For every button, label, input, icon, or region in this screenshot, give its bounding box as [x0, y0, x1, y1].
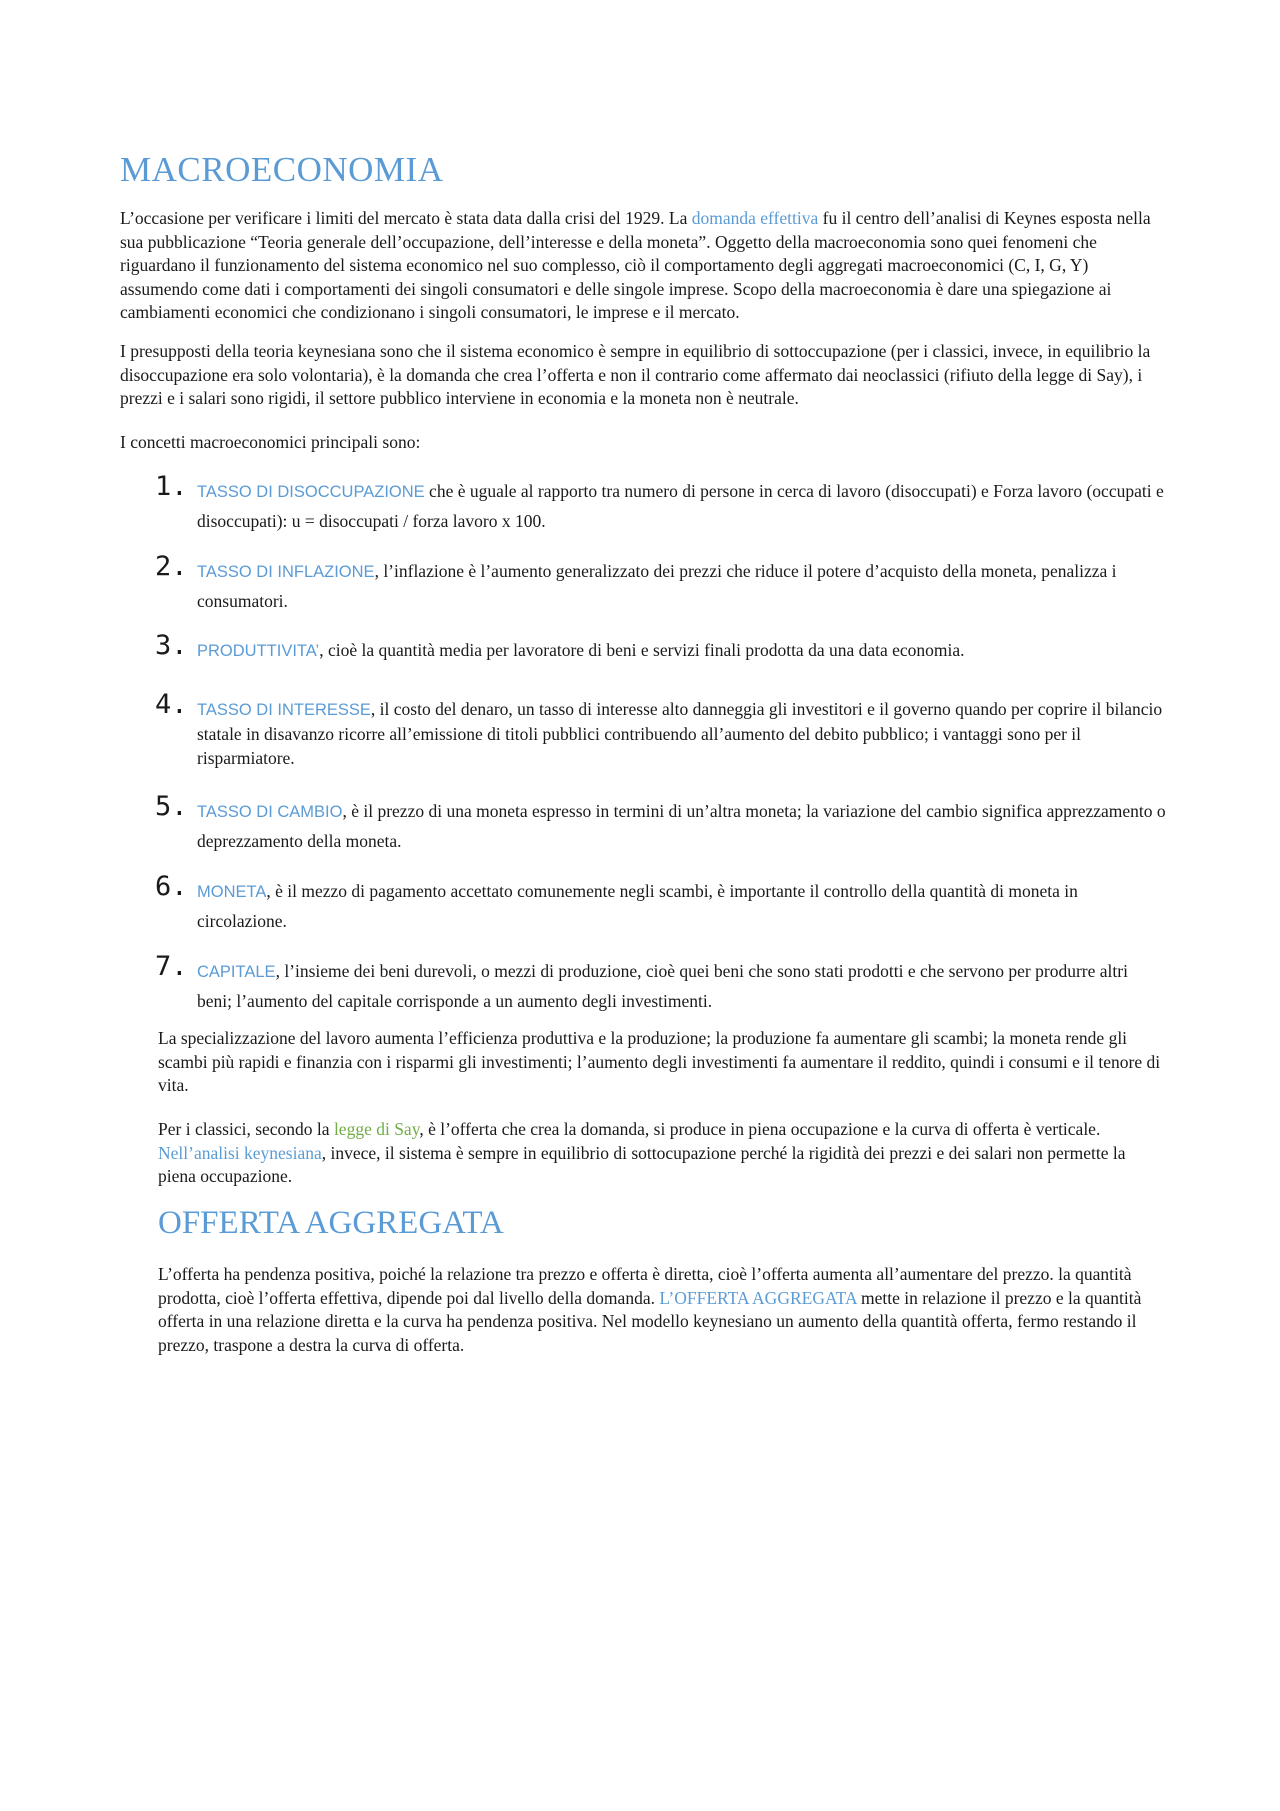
domanda-effettiva-link: domanda effettiva: [691, 208, 819, 228]
concept-desc: , è il mezzo di pagamento accettato comunemente negli scambi, è importante il controllo della quantità di moneta in circolazione.: [197, 881, 1078, 931]
list-item-text: [197, 477, 1167, 536]
offerta-text-b: mette in relazione il prezzo e la quantità offerta in una relazione diretta e la curva ha pendenza positiva. Nel modello keynesiano un aumento della quantità offerta, fermo restando il prezzo, traspone a destra la curva di offerta.: [158, 1287, 1142, 1355]
concept-term: TASSO DI INTERESSE: [197, 701, 371, 719]
list-item-text: [197, 697, 1167, 770]
intro-paragraph-1: [120, 207, 1162, 325]
concept-term: TASSO DI INFLAZIONE: [197, 563, 375, 581]
list-number: 2.: [155, 551, 188, 582]
list-number: 6.: [155, 871, 188, 902]
intro-p1-text-b: fu il centro dell’analisi di Keynes esposta nella sua pubblicazione “Teoria generale dell’occupazione, dell’interesse e della moneta”. Oggetto della macroeconomia sono quei fenomeni che riguardano il funzionamento del sistema economico nel suo complesso, ciò il comportamento degli aggregati macroeconomici (C, I, G, Y) assumendo come dati i comportamenti dei singoli consumatori e delle singole imprese. Scopo della macroeconomia è dare una spiegazione ai cambiamenti economici che condizionano i singoli consumatori, le imprese e il mercato.: [120, 208, 1151, 322]
list-number: 5.: [155, 791, 188, 822]
classici-text-c: , invece, il sistema è sempre in equilibrio di sottocupazione perché la rigidità dei prezzi e dei salari non permette la piena occupazione.: [158, 1142, 1126, 1186]
intro-p1-text-a: L’occasione per verificare i limiti del mercato è stata data dalla crisi del 1929. La: [120, 208, 692, 228]
concept-term: MONETA: [197, 883, 267, 901]
list-number: 7.: [155, 951, 188, 982]
concept-desc: che è uguale al rapporto tra numero di persone in cerca di lavoro (disoccupati) e Forza lavoro (occupati e disoccupati): u = disoccupati / forza lavoro x 100.: [197, 481, 1164, 531]
paragraph-specializzazione: La specializzazione del lavoro aumenta l’efficienza produttiva e la produzione; la produzione fa aumentare gli scambi; la moneta rende gli scambi più rapidi e finanzia con i risparmi gli investimenti; l’aumento degli investimenti fa aumentare il reddito, quindi i consumi e il tenore di vita.: [158, 1028, 1161, 1095]
section-title-offerta-aggregata: OFFERTA AGGREGATA: [158, 1205, 504, 1241]
list-number: 4.: [155, 689, 188, 720]
concept-term: TASSO DI CAMBIO: [197, 803, 343, 821]
intro-paragraph-2: I presupposti della teoria keynesiana sono che il sistema economico è sempre in equilibrio di sottoccupazione (per i classici, invece, in equilibrio la disoccupazione era solo volontaria), è la domanda che crea l’offerta e non il contrario come affermato dai neoclassici (rifiuto della legge di Say), i prezzi e i salari sono rigidi, il settore pubblico interviene in economia e la moneta non è neutrale.: [120, 341, 1151, 408]
concept-desc: , è il prezzo di una moneta espresso in termini di un’altra moneta; la variazione del cambio significa apprezzamento o deprezzamento della moneta.: [197, 801, 1166, 851]
concept-desc: , l’inflazione è l’aumento generalizzato dei prezzi che riduce il potere d’acquisto della moneta, penalizza i consumatori.: [197, 561, 1117, 611]
concept-desc: , cioè la quantità media per lavoratore di beni e servizi finali prodotta da una data economia.: [319, 640, 965, 660]
page-title: MACROECONOMIA: [120, 150, 444, 189]
offerta-aggregata-link: L’OFFERTA AGGREGATA: [659, 1287, 857, 1308]
concept-desc: , l’insieme dei beni durevoli, o mezzi di produzione, cioè quei beni che sono stati prodotti e che servono per produrre altri beni; l’aumento del capitale corrisponde a un aumento degli investimenti.: [197, 961, 1128, 1011]
offerta-text-a: L’offerta ha pendenza positiva, poiché la relazione tra prezzo e offerta è diretta, cioè l’offerta aumenta all’aumentare del prezzo. la quantità prodotta, cioè l’offerta effettiva, dipende poi dal livello della domanda.: [158, 1264, 1132, 1308]
intro-paragraph-3: I concetti macroeconomici principali sono:: [120, 432, 421, 452]
paragraph-offerta: [158, 1263, 1162, 1357]
list-number: 1.: [155, 471, 188, 502]
concept-term: PRODUTTIVITA’: [197, 642, 320, 660]
classici-text-b: , è l’offerta che crea la domanda, si produce in piena occupazione e la curva di offerta è verticale.: [419, 1119, 1101, 1139]
list-item-text: [197, 557, 1167, 616]
list-item-text: [197, 877, 1167, 936]
legge-di-say-link: legge di Say: [333, 1119, 420, 1139]
list-item-text: [197, 797, 1167, 856]
paragraph-classici: [158, 1118, 1162, 1189]
concept-desc: , il costo del denaro, un tasso di interesse alto danneggia gli investitori e il governo quando per coprire il bilancio statale in disavanzo ricorre all’emissione di titoli pubblici contribuendo all’aumento del debito pubblico; i vantaggi sono per il risparmiatore.: [197, 699, 1163, 768]
concept-term: CAPITALE: [197, 963, 276, 981]
analisi-keynesiana-link: Nell’analisi keynesiana: [158, 1142, 322, 1163]
classici-text-a: Per i classici, secondo la: [158, 1119, 334, 1139]
list-item-text: [197, 957, 1167, 1016]
list-number: 3.: [155, 630, 188, 661]
concept-term: TASSO DI DISOCCUPAZIONE: [197, 483, 425, 501]
list-item-text: [197, 636, 1167, 666]
